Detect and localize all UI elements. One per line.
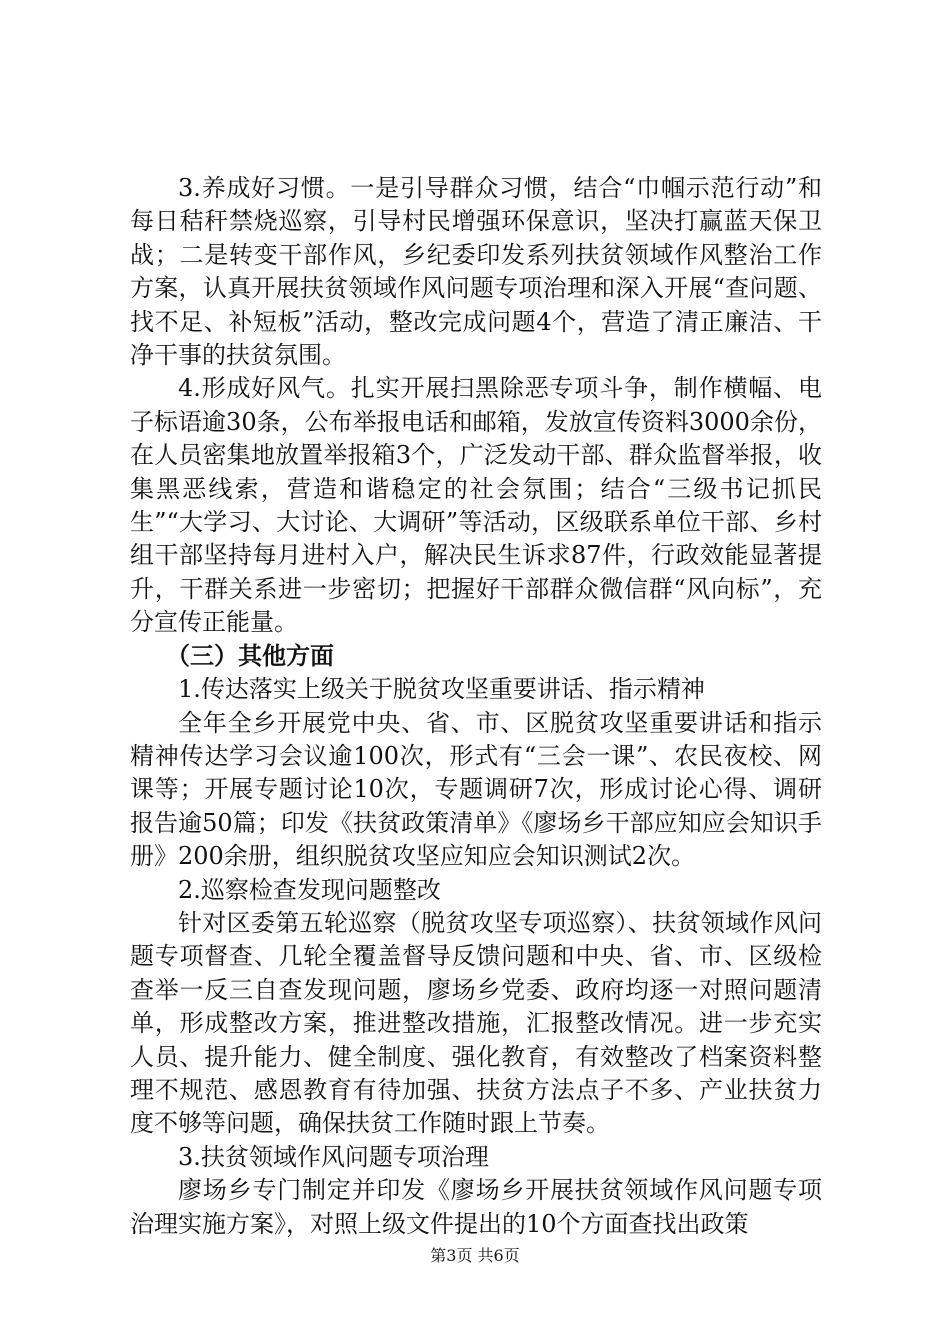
page-footer: 第3页 共6页 <box>430 1246 520 1265</box>
document-body <box>130 172 822 1241</box>
subheading-inspection-rectification: 2.巡察检查发现问题整改 <box>178 875 441 904</box>
paragraph-special-governance: 廖场乡专门制定并印发《廖场乡开展扶贫领域作风问题专项治理实施方案》，对照上级文件提出的10个方面查找出政策 <box>130 1176 822 1238</box>
paragraph-convey-spirit: 全年全乡开展党中央、省、市、区脱贫攻坚重要讲话和指示精神传达学习会议逾100次，形式有“三会一课”、农民夜校、网课等；开展专题讨论10次，专题调研7次，形成讨论心得、调研报告逾50篇；印发《扶贫政策清单》《廖场乡干部应知应会知识手册》200余册，组织脱贫攻坚应知应会知识测试2次。 <box>130 708 822 871</box>
paragraph-inspection-rectification: 针对区委第五轮巡察（脱贫攻坚专项巡察）、扶贫领域作风问题专项督查、几轮全覆盖督导反馈问题和中央、省、市、区级检查举一反三自查发现问题，廖场乡党委、政府均逐一对照问题清单，形成整改方案，推进整改措施，汇报整改情况。进一步充实人员、提升能力、健全制度、强化教育，有效整改了档案资料整理不规范、感恩教育有待加强、扶贫方法点子不多、产业扶贫力度不够等问题，确保扶贫工作随时跟上节奏。 <box>130 908 822 1138</box>
section-heading-other: （三）其他方面 <box>166 641 334 670</box>
subheading-special-governance: 3.扶贫领域作风问题专项治理 <box>178 1142 489 1171</box>
paragraph-atmosphere: 4.形成好风气。扎实开展扫黑除恶专项斗争，制作横幅、电子标语逾30条，公布举报电话和邮箱，发放宣传资料3000余份，在人员密集地放置举报箱3个，广泛发动干部、群众监督举报，收集黑恶线索，营造和谐稳定的社会氛围；结合“三级书记抓民生”“大学习、大讨论、大调研”等活动，区级联系单位干部、乡村组干部坚持每月进村入户，解决民生诉求87件，行政效能显著提升，干群关系进一步密切；把握好干部群众微信群“风向标”，充分宣传正能量。 <box>130 374 822 637</box>
paragraph-habits: 3.养成好习惯。一是引导群众习惯，结合“巾帼示范行动”和每日秸秆禁烧巡察，引导村民增强环保意识，坚决打赢蓝天保卫战；二是转变干部作风，乡纪委印发系列扶贫领域作风整治工作方案，认真开展扶贫领域作风问题专项治理和深入开展“查问题、找不足、补短板”活动，整改完成问题4个，营造了清正廉洁、干净干事的扶贫氛围。 <box>130 174 822 370</box>
subheading-convey-spirit: 1.传达落实上级关于脱贫攻坚重要讲话、指示精神 <box>178 675 705 704</box>
